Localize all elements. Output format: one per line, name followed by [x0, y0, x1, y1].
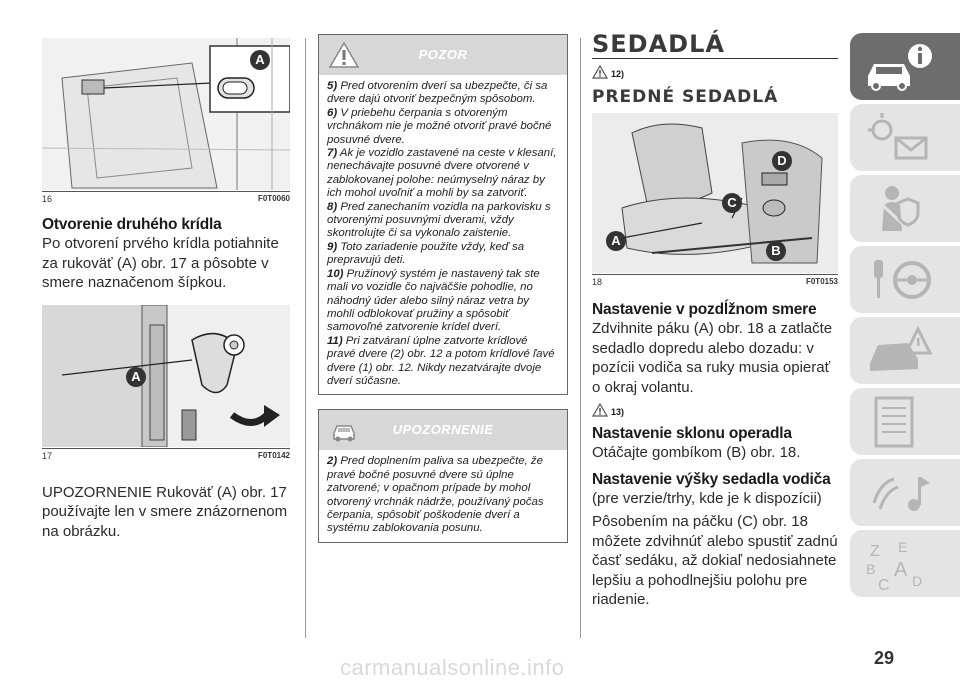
figure-code: F0T0153	[805, 277, 838, 286]
seat-illustration	[592, 113, 838, 273]
svg-text:D: D	[912, 573, 923, 589]
figure-code: F0T0060	[257, 194, 290, 203]
upozornenie-title: UPOZORNENIE	[392, 422, 494, 438]
column-divider-1	[305, 38, 306, 638]
upozornenie-items	[319, 450, 567, 541]
label-a-badge: A	[126, 367, 146, 387]
upozornenie-box	[318, 409, 568, 542]
section-text: Otáčajte gombíkom (B) obr. 18.	[592, 444, 801, 461]
pozor-items	[319, 75, 567, 394]
ref-number: 13)	[611, 407, 625, 417]
section-second-wing	[42, 216, 290, 293]
section-title: Nastavenie sklonu operadla	[592, 425, 792, 442]
section-text: (pre verzie/trhy, kde je k dispozícii)	[592, 489, 822, 507]
tab-multimedia[interactable]	[850, 459, 960, 526]
svg-text:E: E	[898, 539, 908, 555]
tab-dashboard-lights[interactable]	[850, 104, 960, 171]
pozor-item: 10) Pružinový systém je nastavený tak ste mali vo vozidle čo najväčšie pohodlie, no náhodný úder alebo silný náraz vetra by mohli odblokovať pružiny a spôsobiť samovoľné zatvorenie krídel dverí.	[327, 267, 540, 334]
pozor-item: 9) Toto zariadenie použite vždy, keď sa prepravujú deti.	[327, 240, 525, 267]
key-steering-icon	[860, 250, 940, 310]
pozor-box	[318, 34, 568, 395]
service-checklist-icon	[860, 392, 940, 452]
column-divider-2	[580, 38, 581, 638]
label-a-badge: A	[250, 50, 270, 70]
label-d-badge: D	[772, 151, 792, 171]
pozor-item: 11) Pri zatváraní úplne zatvorte krídlové pravé dvere (2) obr. 12 a potom krídlové ľavé dvere (1) obr. 12. Nikdy nezatvárajte dvoje dverí súčasne.	[327, 334, 555, 387]
safety-person-icon	[860, 179, 940, 239]
pozor-item: 7) Ak je vozidlo zastavené na ceste v klesaní, nenechávajte posuvné dvere otvorené v zablokovanej polohe: neúmyselný náraz by ich mohol uvoľniť a mohli by sa zatvoriť.	[327, 147, 557, 200]
upozornenie-item: 2) Pred doplnením paliva sa ubezpečte, že pravé bočné posuvné dvere sú úplne zatvorené; v opačnom prípade by mohol otvorený vrchnák nádrže, používaný počas čerpania, spôsobiť poškodenie dverí a systému zablokovania posunu.	[327, 455, 544, 535]
pozor-header	[319, 35, 567, 75]
figure-18-caption	[592, 274, 838, 287]
tab-index[interactable]	[850, 530, 960, 597]
figure-17-caption	[42, 448, 290, 461]
figure-17	[42, 305, 290, 461]
figure-number: 16	[42, 194, 53, 204]
pozor-item: 5) Pred otvorením dverí sa ubezpečte, či sa dvere dajú otvoriť bezpečným spôsobom.	[327, 80, 548, 106]
handle-note: UPOZORNENIE Rukoväť (A) obr. 17 používajte len v smere znázornenom na obrázku.	[42, 483, 288, 540]
pozor-item: 8) Pred zanechaním vozidla na parkovisku s otvorenými posuvnými dverami, vždy skontrolujte či sa vykonalo zaistenie.	[327, 200, 551, 240]
label-a-badge: A	[606, 231, 626, 251]
watermark: carmanualsonline.info	[340, 655, 565, 680]
section-warning-ref	[592, 403, 838, 417]
second-wing-handle-illustration	[42, 305, 290, 447]
chapter-tabs	[850, 33, 960, 601]
figure-18	[592, 113, 838, 287]
section-title: Otvorenie druhého krídla	[42, 216, 222, 233]
section-backrest	[592, 425, 838, 463]
figure-number: 17	[42, 450, 53, 461]
section-title: Nastavenie výšky sedadla vodiča	[592, 470, 831, 488]
svg-text:Z: Z	[870, 543, 880, 560]
warning-triangle-icon	[592, 65, 608, 79]
figure-16-caption	[42, 191, 290, 204]
tab-safety[interactable]	[850, 175, 960, 242]
figure-18-image	[592, 113, 838, 273]
pozor-title: POZOR	[418, 47, 468, 62]
figure-number: 18	[592, 277, 603, 287]
figure-16-image	[42, 38, 290, 190]
page-number: 29	[874, 648, 895, 668]
section-title: Nastavenie v pozdĺžnom smere	[592, 301, 817, 318]
section-height	[592, 471, 838, 610]
section-text: Po otvorení prvého krídla potiahnite za rukoväť (A) obr. 17 a pôsobte v smere naznačenom šípkou.	[42, 235, 279, 291]
tab-start-driving[interactable]	[850, 246, 960, 313]
subchapter-title: PREDNÉ SEDADLÁ	[592, 87, 779, 107]
chapter-warning-ref	[592, 65, 838, 79]
column-right	[592, 30, 838, 610]
figure-code: F0T0142	[257, 450, 290, 460]
section-text: Zdvihnite páku (A) obr. 18 a zatlačte sedadlo dopredu alebo dozadu: v pozícii vodiča sa ruky musia opierať o okraj volantu.	[592, 320, 833, 396]
chapter-title: SEDADLÁ	[592, 30, 725, 58]
svg-text:A: A	[894, 559, 908, 581]
upozornenie-header	[319, 410, 567, 450]
figure-16	[42, 38, 290, 204]
section-text: Pôsobením na páčku (C) obr. 18 môžete zdvihnúť alebo spustiť zadnú časť sedáku, až dokiaľ nedosiahnete lepšiu a pohodlnejšiu polohu pre riadenie.	[592, 513, 838, 608]
label-b-badge: B	[766, 241, 786, 261]
svg-text:C: C	[878, 577, 890, 594]
figure-17-image	[42, 305, 290, 447]
tab-car-info[interactable]	[850, 33, 960, 100]
car-info-icon	[860, 38, 940, 98]
ref-number: 12)	[611, 69, 625, 79]
warning-triangle-icon	[592, 403, 608, 417]
label-c-badge: C	[722, 193, 742, 213]
chapter-rule	[592, 58, 838, 59]
dashboard-lights-icon	[860, 108, 940, 168]
column-left	[42, 30, 290, 541]
index-letters-icon	[860, 534, 940, 594]
car-crash-icon	[860, 321, 940, 381]
pozor-item: 6) V priebehu čerpania s otvoreným vrchnákom nie je možné otvoriť pravé bočné posuvné dvere.	[327, 106, 552, 146]
multimedia-icon	[860, 463, 940, 523]
tab-emergency[interactable]	[850, 317, 960, 384]
section-longitudinal	[592, 301, 838, 417]
column-middle	[318, 34, 568, 543]
svg-text:B: B	[866, 561, 876, 577]
tab-service[interactable]	[850, 388, 960, 455]
